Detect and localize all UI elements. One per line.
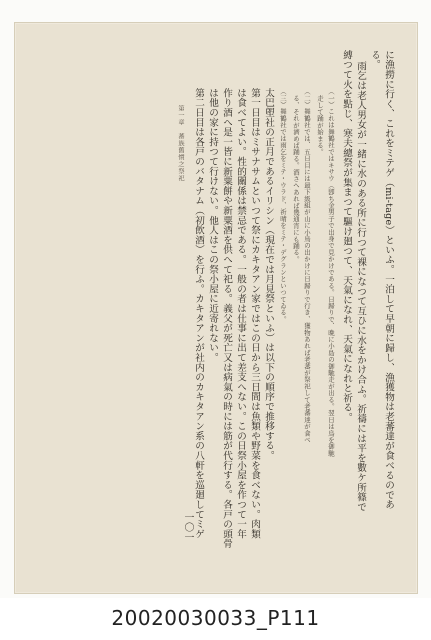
text-column-1: に漁撈に行く、これをミテゲ（mi-tage）といふ。一泊して早朝に歸し、漁獲物は老蕃達が食べるのであ (383, 50, 394, 510)
note-column-1: （一）これは舞鶴社ではキサウ（卽ち金男子で出身で見かけである。日歸りで、晩に小島の御馳走が出る。翌日は鳥を御馳 (327, 88, 335, 457)
text-column-3: 雨乞は老人男女が一緒に水のある所に行つて裸になつて互ひに水をかけ合ふ。祈禱には平を數ケ所篠で (355, 61, 366, 512)
note-column-4: る、それが濟めば踊る。酒さへあれば幾通宵にも踊る。 (292, 95, 300, 263)
running-header: 第一章 蕃族舊慣之祭祀 (177, 105, 184, 182)
image-caption: 20020030033_P111 (111, 606, 320, 630)
note-column-3: （二）舞鶴社では、五日目には最下級組が山に小鳥の出かけに日歸りで行き、獲物あれば老蕃が祭祀して老蕃達が食べ (303, 88, 311, 444)
text-column-10: 第二日目は各戸のバタナム（初飲酒）を行ふ。カキタアンが社内のカキタアン系の八軒を巡廻してミゲ (193, 88, 204, 539)
text-column-4: 縛つて火を點じ、寒夫總祭が集まつて驅け廻つて、天氣になれ、天氣になれと祈る。 (341, 50, 352, 423)
text-column-9: は他の家に持つて行けない。他人はこの祭小屋に近寄れない。 (207, 88, 218, 363)
text-column-6: 第一日目はミサナサムといつて祭にカキタアン家ではこの日から三日間は魚類や野菜を食べない。肉類 (249, 88, 260, 539)
text-column-8: 作り酒へ是一皆に新粟餅や新粟酒を供へて祀る。義父が死亡又は病氣の時には筋が代行する。各戸の頭骨 (221, 88, 232, 549)
text-column-2: る。 (369, 50, 380, 70)
page-number: 一〇一 (182, 512, 193, 542)
note-column-5: （三）舞鶴社では雨乞をミテ・ウラド、祈晴をミテ・デグランといつてゐる。 (279, 88, 287, 323)
text-column-5: 太巴塱社の正月であるイリシン（現在では月見祭といふ）は以下の順序で推移する。 (263, 88, 274, 461)
note-column-2: 走して踊が始まる。 (316, 95, 324, 156)
text-column-7: は食べてよい。性的關係は禁忌である。一般の者は仕事に出て差支へない。この日祭小屋を作つて一年 (235, 88, 246, 539)
